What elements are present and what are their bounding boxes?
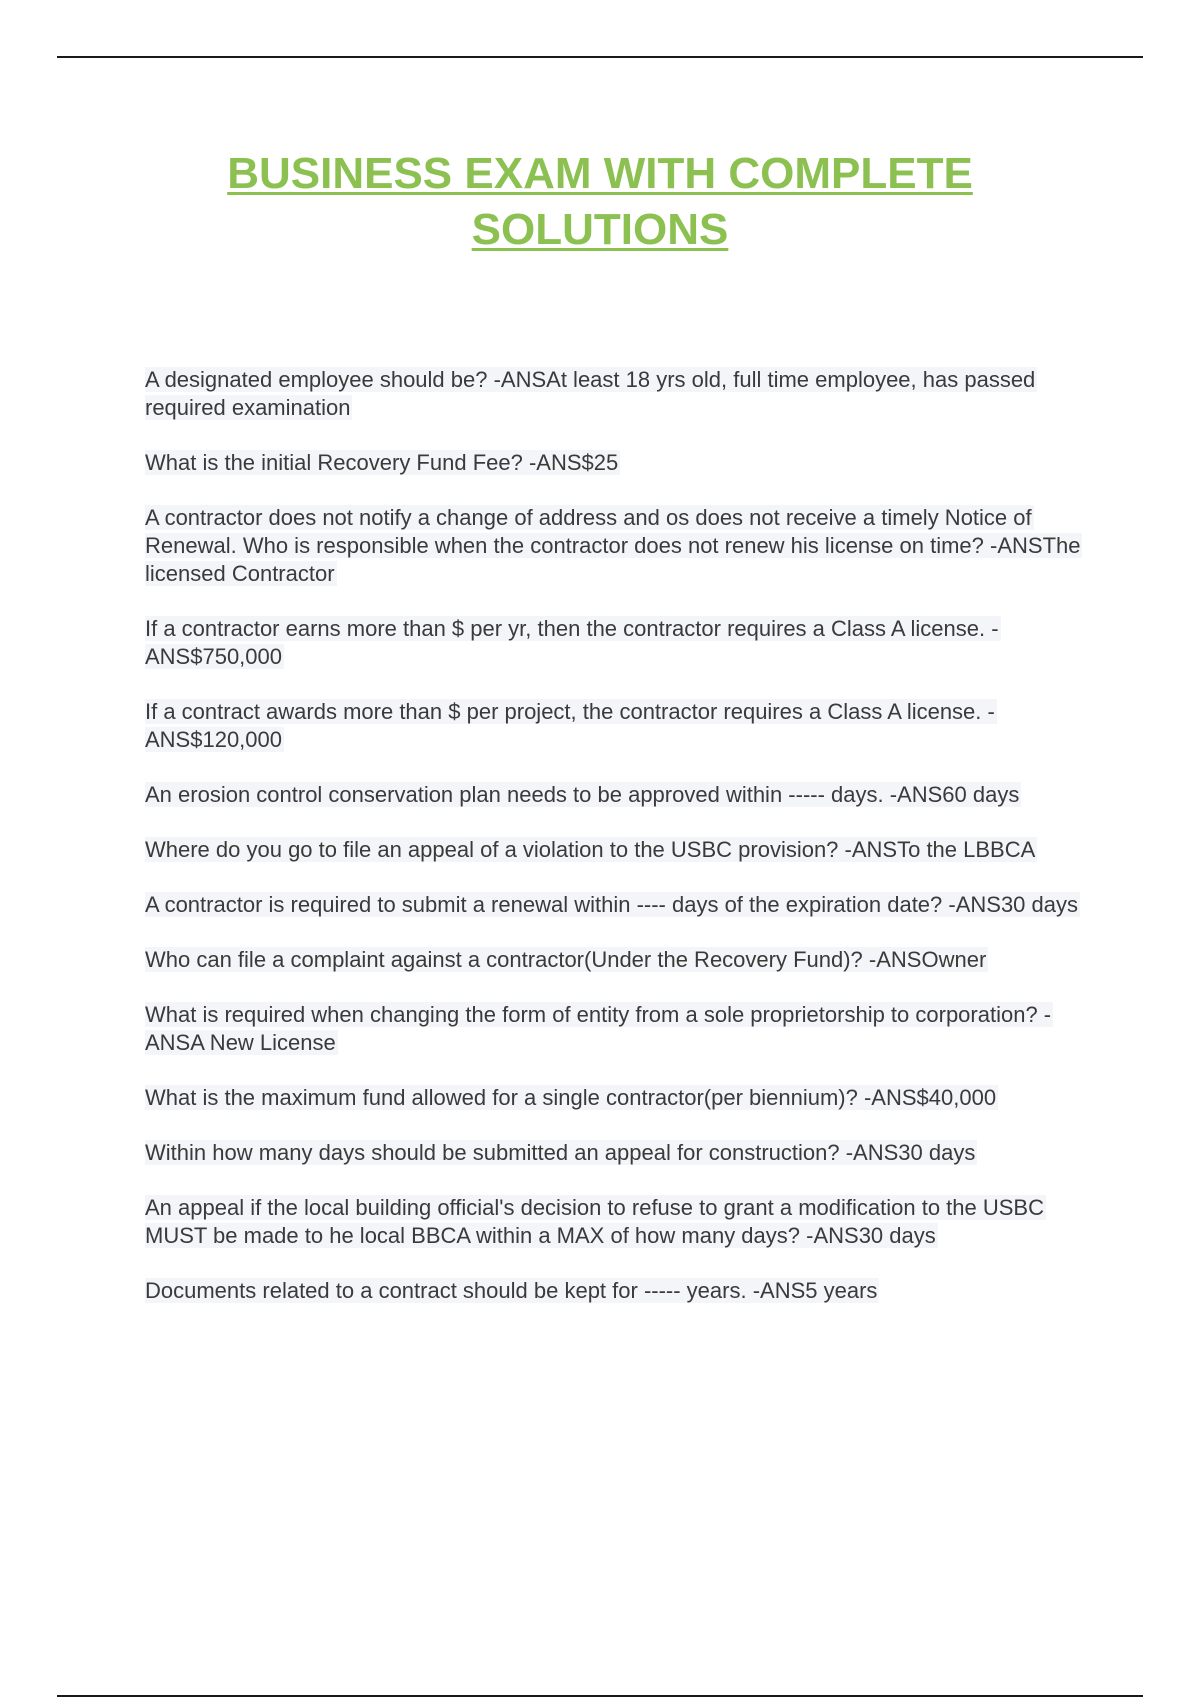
top-divider — [57, 56, 1143, 58]
document-title-line-1: BUSINESS EXAM WITH COMPLETE — [227, 149, 973, 198]
bottom-divider — [57, 1695, 1143, 1697]
qa-item-2 — [145, 449, 1095, 477]
qa-text: Within how many days should be submitted an appeal for construction? -ANS30 days — [145, 1140, 976, 1165]
qa-text: What is the maximum fund allowed for a single contractor(per biennium)? -ANS$40,000 — [145, 1085, 997, 1110]
qa-text: An appeal if the local building official's decision to refuse to grant a modification to the USBC MUST be made to he local BBCA within a MAX of how many days? -ANS30 days — [145, 1195, 1044, 1248]
document-title-line-2: SOLUTIONS — [471, 205, 729, 254]
qa-text: A contractor does not notify a change of address and os does not receive a timely Notice of Renewal. Who is responsible when the contractor does not renew his license on time? -ANSThe licensed Contractor — [145, 505, 1081, 586]
qa-text: What is required when changing the form of entity from a sole proprietorship to corporation? -ANSA New License — [145, 1002, 1052, 1055]
qa-text: If a contract awards more than $ per project, the contractor requires a Class A license. -ANS$120,000 — [145, 699, 995, 752]
qa-text: A contractor is required to submit a renewal within ---- days of the expiration date? -ANS30 days — [145, 892, 1079, 917]
qa-item-14 — [145, 1277, 1095, 1305]
qa-item-13 — [145, 1194, 1095, 1250]
qa-item-4 — [145, 615, 1095, 671]
qa-text: Who can file a complaint against a contractor(Under the Recovery Fund)? -ANSOwner — [145, 947, 987, 972]
qa-item-10 — [145, 1001, 1095, 1057]
qa-text: Where do you go to file an appeal of a violation to the USBC provision? -ANSTo the LBBCA — [145, 837, 1036, 862]
qa-item-7 — [145, 836, 1095, 864]
qa-text: What is the initial Recovery Fund Fee? -ANS$25 — [145, 450, 619, 475]
qa-item-1 — [145, 366, 1095, 422]
qa-item-8 — [145, 891, 1095, 919]
qa-text: An erosion control conservation plan needs to be approved within ----- days. -ANS60 days — [145, 782, 1020, 807]
qa-item-9 — [145, 946, 1095, 974]
qa-text: A designated employee should be? -ANSAt least 18 yrs old, full time employee, has passed required examination — [145, 367, 1036, 420]
qa-item-11 — [145, 1084, 1095, 1112]
qa-item-12 — [145, 1139, 1095, 1167]
qa-text: Documents related to a contract should be kept for ----- years. -ANS5 years — [145, 1278, 878, 1303]
question-answer-list — [145, 366, 1095, 1332]
qa-item-5 — [145, 698, 1095, 754]
qa-text: If a contractor earns more than $ per yr, then the contractor requires a Class A license. -ANS$750,000 — [145, 616, 999, 669]
document-title — [150, 146, 1050, 258]
qa-item-3 — [145, 504, 1095, 588]
qa-item-6 — [145, 781, 1095, 809]
